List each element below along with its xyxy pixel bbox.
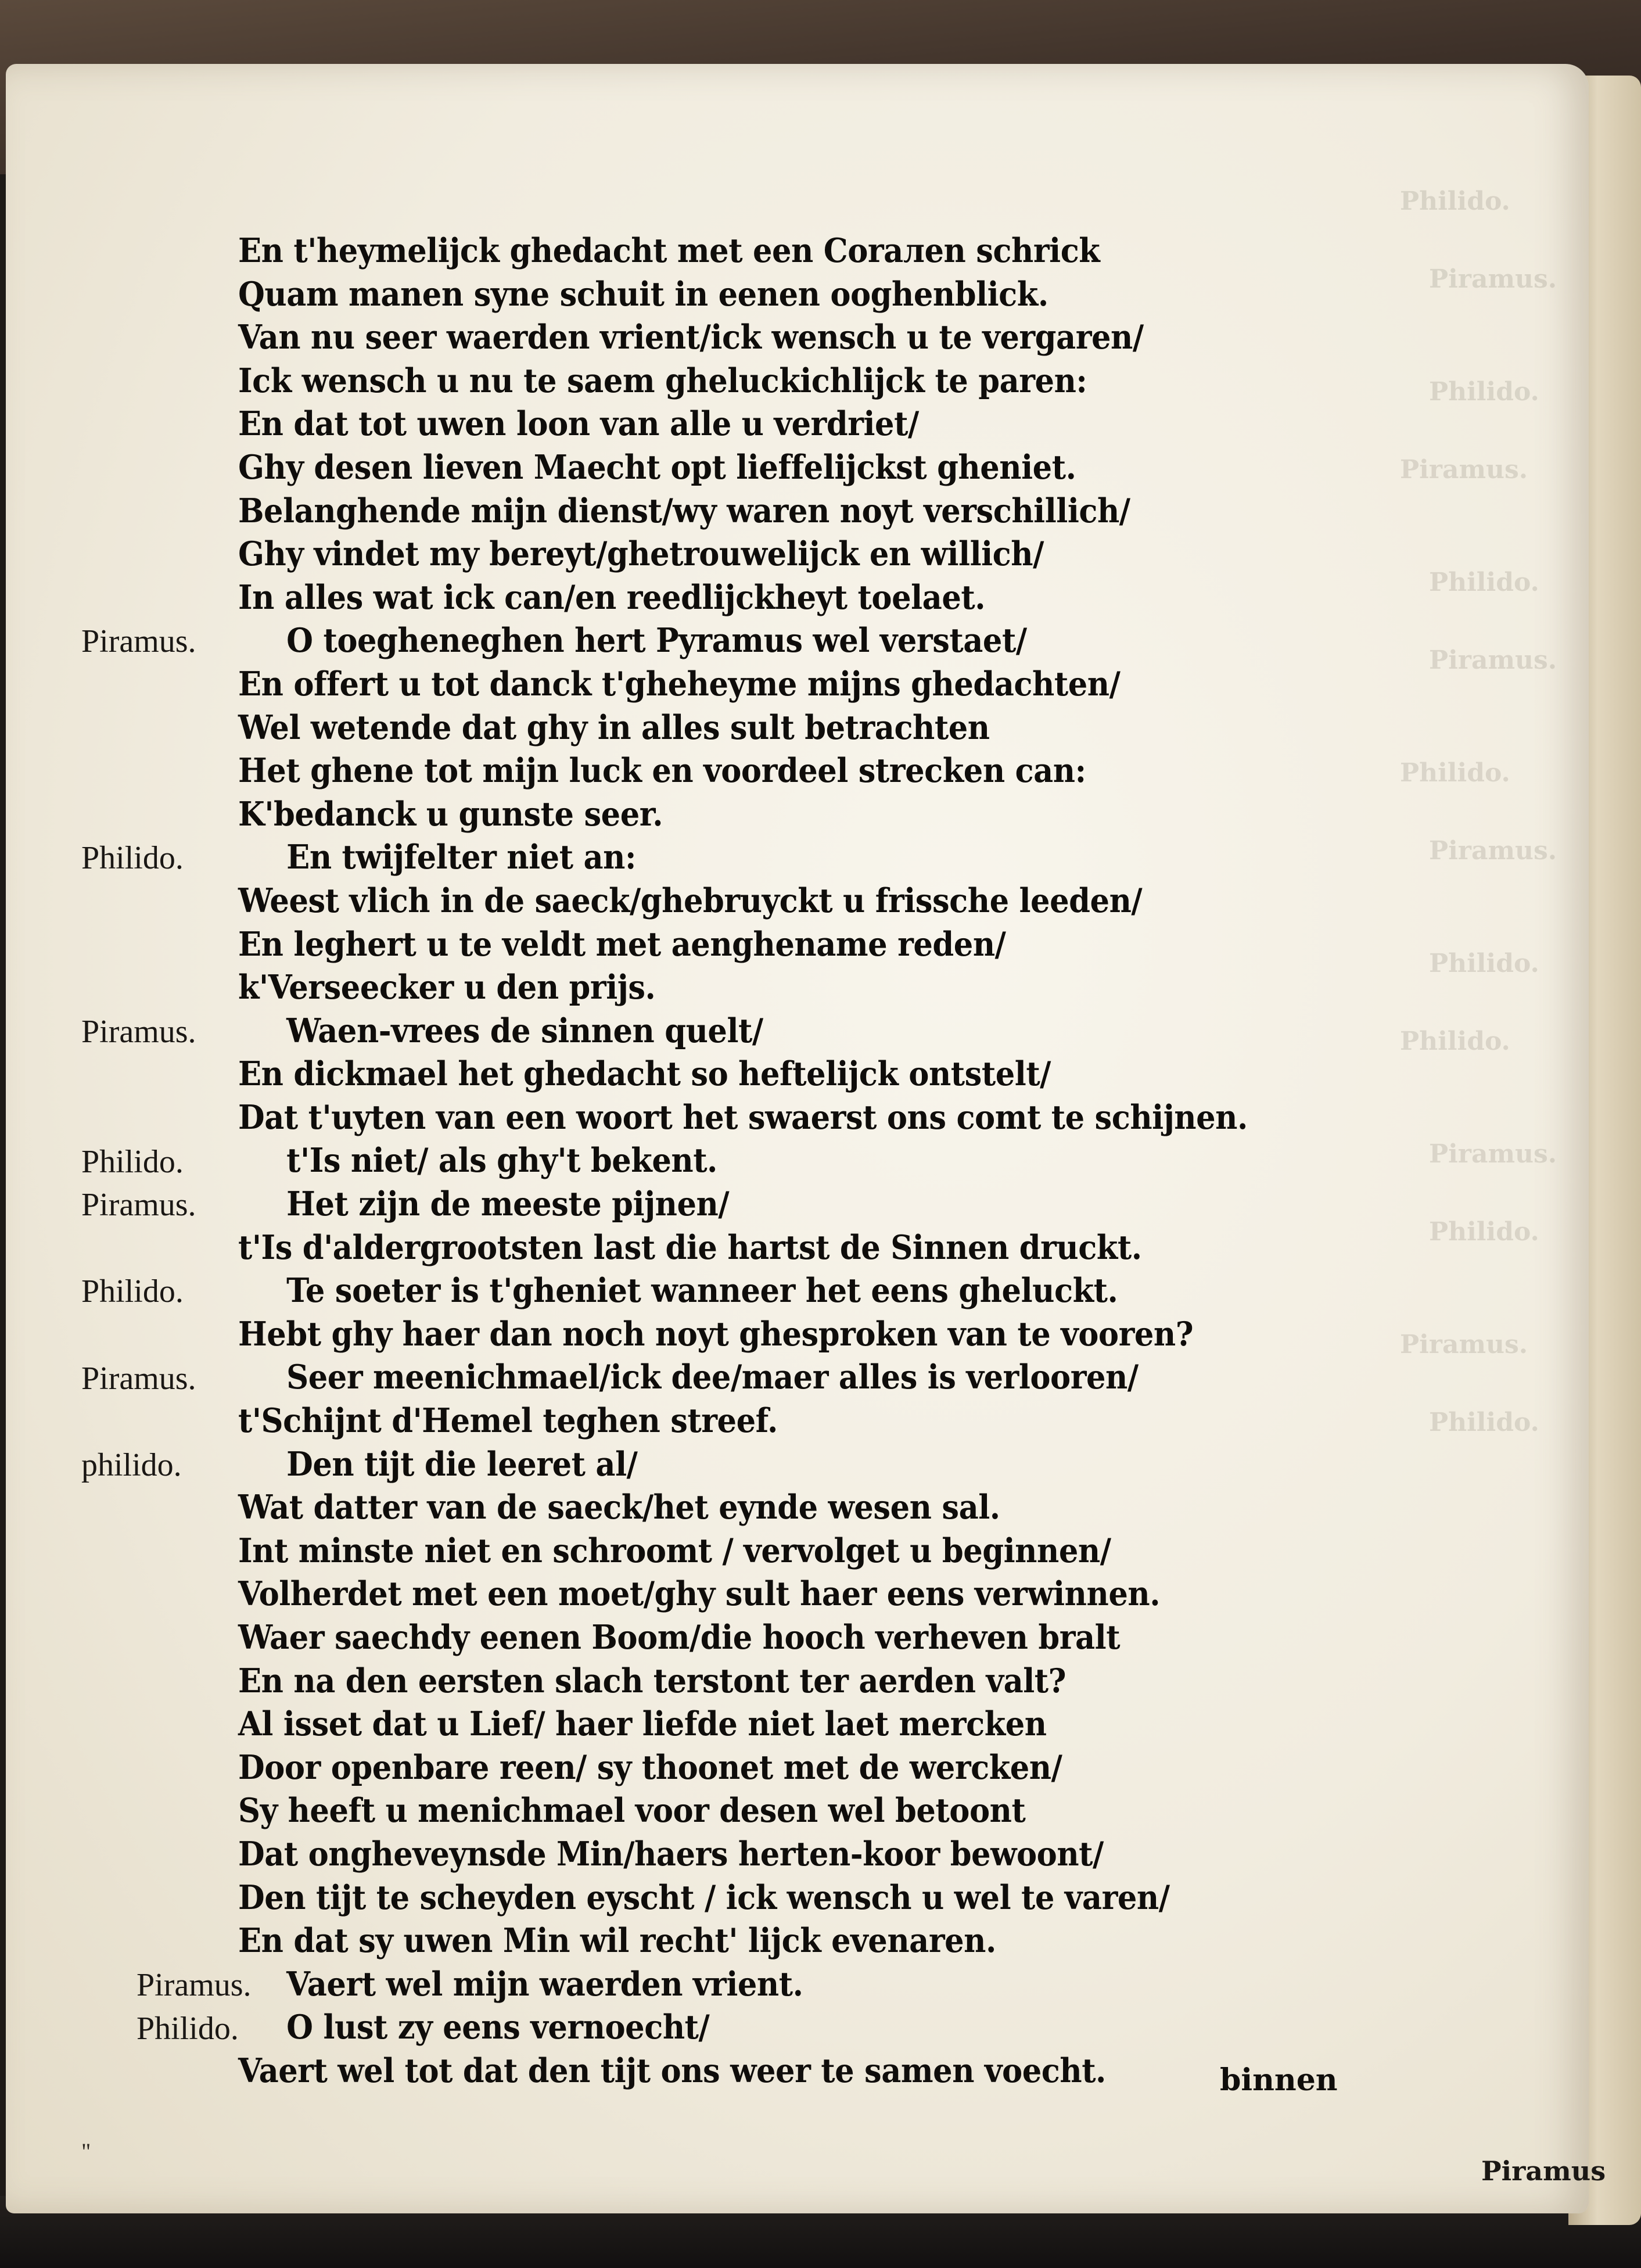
verse-line: t'Is niet/ als ghy't bekent. bbox=[286, 1141, 717, 1180]
verse-line: O lust zy eens vernoecht/ bbox=[286, 2008, 710, 2047]
speaker-label: Piramus. bbox=[81, 1013, 196, 1050]
speaker-label: philido. bbox=[81, 1447, 182, 1483]
verse-line: Door openbare reen/ sy thoonet met de wercken/ bbox=[238, 1747, 1062, 1787]
verse-block bbox=[238, 229, 1458, 2093]
page-mark: " bbox=[81, 2138, 91, 2165]
speaker-label: Philido. bbox=[81, 1143, 184, 1180]
verse-line: Quam manen syne schuit in eenen ooghenblick. bbox=[238, 274, 1048, 314]
ghost-line: Philido. bbox=[1400, 1027, 1510, 1056]
verse-line: Het zijn de meeste pijnen/ bbox=[286, 1185, 730, 1224]
verse-line: Hebt ghy haer dan noch noyt ghesproken van te vooren? bbox=[238, 1314, 1194, 1354]
ghost-line: Philido. bbox=[1429, 568, 1539, 597]
verse-line: O toegheneghen hert Pyramus wel verstaet/ bbox=[286, 621, 1027, 661]
verse-line: Het ghene tot mijn luck en voordeel strecken can: bbox=[238, 751, 1086, 791]
ghost-line: Philido. bbox=[1400, 758, 1510, 788]
verse-line: Dat t'uyten van een woort het swaerst ons comt te schijnen. bbox=[238, 1097, 1248, 1137]
verse-line: Al isset dat u Lief/ haer liefde niet laet mercken bbox=[238, 1704, 1047, 1744]
ghost-line: Philido. bbox=[1400, 186, 1510, 216]
verse-line: Waen-vrees de sinnen quelt/ bbox=[286, 1011, 763, 1050]
verse-line: Int minste niet en schroomt / vervolget u beginnen/ bbox=[238, 1531, 1111, 1570]
speaker-label: Philido. bbox=[81, 840, 184, 877]
book-page bbox=[6, 64, 1606, 2213]
verse-line: En leghert u te veldt met aenghename reden/ bbox=[238, 924, 1006, 964]
verse-line: Weest vlich in de saeck/ghebruyckt u frissche leeden/ bbox=[238, 881, 1143, 920]
verse-line: t'Is d'aldergrootsten last die hartst de Sinnen druckt. bbox=[238, 1228, 1142, 1267]
verse-line: In alles wat ick can/en reedlijckheyt toelaet. bbox=[238, 577, 986, 617]
verse-line: Wat datter van de saeck/het eynde wesen sal. bbox=[238, 1488, 1000, 1527]
verse-line: Seer meenichmael/ick dee/maer alles is verlooren/ bbox=[286, 1358, 1139, 1397]
verse-line: En twijfelter niet an: bbox=[286, 838, 636, 877]
verse-line: En offert u tot danck t'gheheyme mijns ghedachten/ bbox=[238, 664, 1121, 704]
verse-line: Sy heeft u menichmael voor desen wel betoont bbox=[238, 1791, 1026, 1831]
verse-line: En dat tot uwen loon van alle u verdriet/ bbox=[238, 404, 919, 444]
verse-line: En dat sy uwen Min wil recht' lijck evenaren. bbox=[238, 1921, 996, 1961]
verse-line: K'bedanck u gunste seer. bbox=[238, 794, 663, 834]
speaker-label: Piramus. bbox=[81, 623, 196, 660]
verse-line: Ick wensch u nu te saem gheluckichlijck te paren: bbox=[238, 361, 1087, 400]
ghost-line: Piramus. bbox=[1400, 455, 1528, 485]
ghost-line: Piramus. bbox=[1429, 645, 1557, 675]
speaker-label: Philido. bbox=[81, 1273, 184, 1310]
catchword: binnen bbox=[1220, 2062, 1338, 2098]
ghost-line: Piramus. bbox=[1429, 264, 1557, 294]
next-page-catchword: Piramus bbox=[1481, 2155, 1606, 2187]
speaker-label: Piramus. bbox=[137, 1967, 252, 2003]
verse-line: k'Verseecker u den prijs. bbox=[238, 968, 656, 1007]
ghost-line: Philido. bbox=[1429, 949, 1539, 978]
verse-line: Vaert wel tot dat den tijt ons weer te samen voecht. bbox=[238, 2051, 1106, 2090]
verse-line: En dickmael het ghedacht so heftelijck ontstelt/ bbox=[238, 1054, 1051, 1094]
ghost-line: Piramus. bbox=[1429, 1139, 1557, 1169]
verse-line: Ghy vindet my bereyt/ghetrouwelijck en willich/ bbox=[238, 534, 1044, 574]
verse-line: Den tijt te scheyden eyscht / ick wensch u wel te varen/ bbox=[238, 1878, 1170, 1917]
speaker-label: Piramus. bbox=[81, 1360, 196, 1397]
ghost-line: Piramus. bbox=[1400, 1330, 1528, 1359]
verse-line: Waer saechdy eenen Boom/die hooch verheven bralt bbox=[238, 1618, 1121, 1657]
verse-line: Den tijt die leeret al/ bbox=[286, 1444, 638, 1484]
verse-line: Te soeter is t'gheniet wanneer het eens gheluckt. bbox=[286, 1271, 1118, 1311]
verse-line: En t'heymelijck ghedacht met een Corалen schrick bbox=[238, 231, 1100, 270]
verse-line: Dat ongheveynsde Min/haers herten-koor bewoont/ bbox=[238, 1834, 1104, 1874]
verse-line: Ghy desen lieven Maecht opt lieffelijckst gheniet. bbox=[238, 447, 1076, 487]
ghost-line: Piramus. bbox=[1429, 836, 1557, 866]
speaker-label: Piramus. bbox=[81, 1187, 196, 1223]
verse-line: Vaert wel mijn waerden vrient. bbox=[286, 1964, 803, 2004]
ghost-line: Philido. bbox=[1429, 377, 1539, 407]
verse-line: Wel wetende dat ghy in alles sult betrachten bbox=[238, 708, 990, 747]
verse-line: t'Schijnt d'Hemel teghen streef. bbox=[238, 1401, 778, 1441]
verse-line: Belanghende mijn dienst/wy waren noyt verschillich/ bbox=[238, 491, 1130, 530]
ghost-line: Philido. bbox=[1429, 1217, 1539, 1247]
speaker-label: Philido. bbox=[137, 2010, 239, 2047]
verse-line: Volherdet met een moet/ghy sult haer eens verwinnen. bbox=[238, 1574, 1161, 1614]
verse-line: Van nu seer waerden vrient/ick wensch u te vergaren/ bbox=[238, 318, 1144, 357]
ghost-line: Philido. bbox=[1429, 1408, 1539, 1437]
verse-line: En na den eersten slach terstont ter aerden valt? bbox=[238, 1661, 1067, 1700]
